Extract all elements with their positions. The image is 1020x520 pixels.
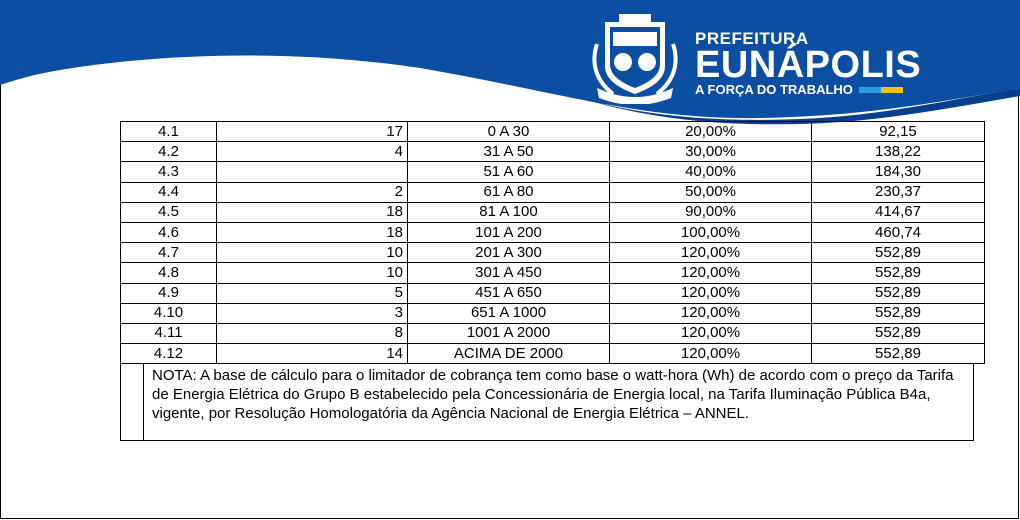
cell-percent: 120,00%	[610, 243, 812, 263]
cell-value: 230,37	[812, 182, 985, 202]
cell-value: 552,89	[812, 344, 985, 364]
cell-percent: 40,00%	[610, 162, 812, 182]
cell-item: 4.1	[121, 122, 217, 142]
coat-of-arms-icon	[583, 14, 687, 104]
cell-range: ACIMA DE 2000	[408, 344, 610, 364]
cell-percent: 120,00%	[610, 323, 812, 343]
cell-qty: 10	[217, 243, 408, 263]
cell-value: 414,67	[812, 202, 985, 222]
cell-item: 4.5	[121, 202, 217, 222]
cell-qty: 18	[217, 202, 408, 222]
cell-qty: 8	[217, 323, 408, 343]
cell-value: 92,15	[812, 122, 985, 142]
cell-qty: 14	[217, 344, 408, 364]
cell-range: 1001 A 2000	[408, 323, 610, 343]
table-row	[121, 122, 985, 142]
table-row	[121, 162, 985, 182]
cell-range: 201 A 300	[408, 243, 610, 263]
table-row	[121, 142, 985, 162]
header-banner	[0, 0, 1020, 125]
cell-value: 552,89	[812, 243, 985, 263]
table-row	[121, 182, 985, 202]
cell-range: 451 A 650	[408, 283, 610, 303]
cell-percent: 20,00%	[610, 122, 812, 142]
cell-range: 61 A 80	[408, 182, 610, 202]
brand-tagline: A FORÇA DO TRABALHO	[695, 82, 853, 97]
cell-value: 552,89	[812, 323, 985, 343]
cell-qty: 5	[217, 283, 408, 303]
note-gutter	[143, 363, 144, 440]
table-row	[121, 243, 985, 263]
cell-item: 4.9	[121, 283, 217, 303]
tariff-table	[120, 121, 985, 364]
cell-range: 0 A 30	[408, 122, 610, 142]
cell-value: 552,89	[812, 303, 985, 323]
tariff-table-body	[121, 122, 985, 364]
cell-item: 4.7	[121, 243, 217, 263]
cell-value: 552,89	[812, 263, 985, 283]
table-row	[121, 323, 985, 343]
cell-range: 101 A 200	[408, 222, 610, 242]
cell-item: 4.2	[121, 142, 217, 162]
cell-item: 4.4	[121, 182, 217, 202]
cell-range: 651 A 1000	[408, 303, 610, 323]
cell-range: 301 A 450	[408, 263, 610, 283]
cell-qty: 17	[217, 122, 408, 142]
cell-item: 4.12	[121, 344, 217, 364]
brand-color-bar	[859, 87, 903, 93]
table-row	[121, 344, 985, 364]
cell-value: 138,22	[812, 142, 985, 162]
cell-item: 4.11	[121, 323, 217, 343]
note-text: NOTA: A base de cálculo para o limitador de cobrança tem como base o watt-hora (Wh) de acordo com o preço da Tarifa de Energia Elétrica do Grupo B estabelecido pela Concessionária de Energia local, na Tarifa Iluminação Pública B4a, vigente, por Resolução Homologatória da Agência Nacional de Energia Elétrica – ANNEL.	[152, 367, 954, 422]
table-row	[121, 222, 985, 242]
cell-item: 4.3	[121, 162, 217, 182]
cell-item: 4.10	[121, 303, 217, 323]
cell-percent: 50,00%	[610, 182, 812, 202]
cell-percent: 120,00%	[610, 263, 812, 283]
cell-percent: 120,00%	[610, 344, 812, 364]
brand-name: EUNÁPOLIS	[695, 44, 922, 86]
cell-value: 552,89	[812, 283, 985, 303]
cell-range: 31 A 50	[408, 142, 610, 162]
cell-percent: 100,00%	[610, 222, 812, 242]
cell-qty: 18	[217, 222, 408, 242]
cell-item: 4.8	[121, 263, 217, 283]
cell-qty: 3	[217, 303, 408, 323]
brand-prefix: PREFEITURA	[695, 29, 809, 48]
cell-percent: 30,00%	[610, 142, 812, 162]
cell-percent: 120,00%	[610, 303, 812, 323]
cell-qty: 10	[217, 263, 408, 283]
cell-value: 460,74	[812, 222, 985, 242]
table-row	[121, 263, 985, 283]
cell-range: 51 A 60	[408, 162, 610, 182]
cell-percent: 120,00%	[610, 283, 812, 303]
cell-percent: 90,00%	[610, 202, 812, 222]
table-row	[121, 283, 985, 303]
cell-qty: 4	[217, 142, 408, 162]
cell-item: 4.6	[121, 222, 217, 242]
cell-range: 81 A 100	[408, 202, 610, 222]
cell-qty: 2	[217, 182, 408, 202]
brand-block	[695, 30, 921, 97]
cell-value: 184,30	[812, 162, 985, 182]
note-box	[120, 363, 974, 441]
cell-qty	[217, 162, 408, 182]
table-row	[121, 202, 985, 222]
table-row	[121, 303, 985, 323]
